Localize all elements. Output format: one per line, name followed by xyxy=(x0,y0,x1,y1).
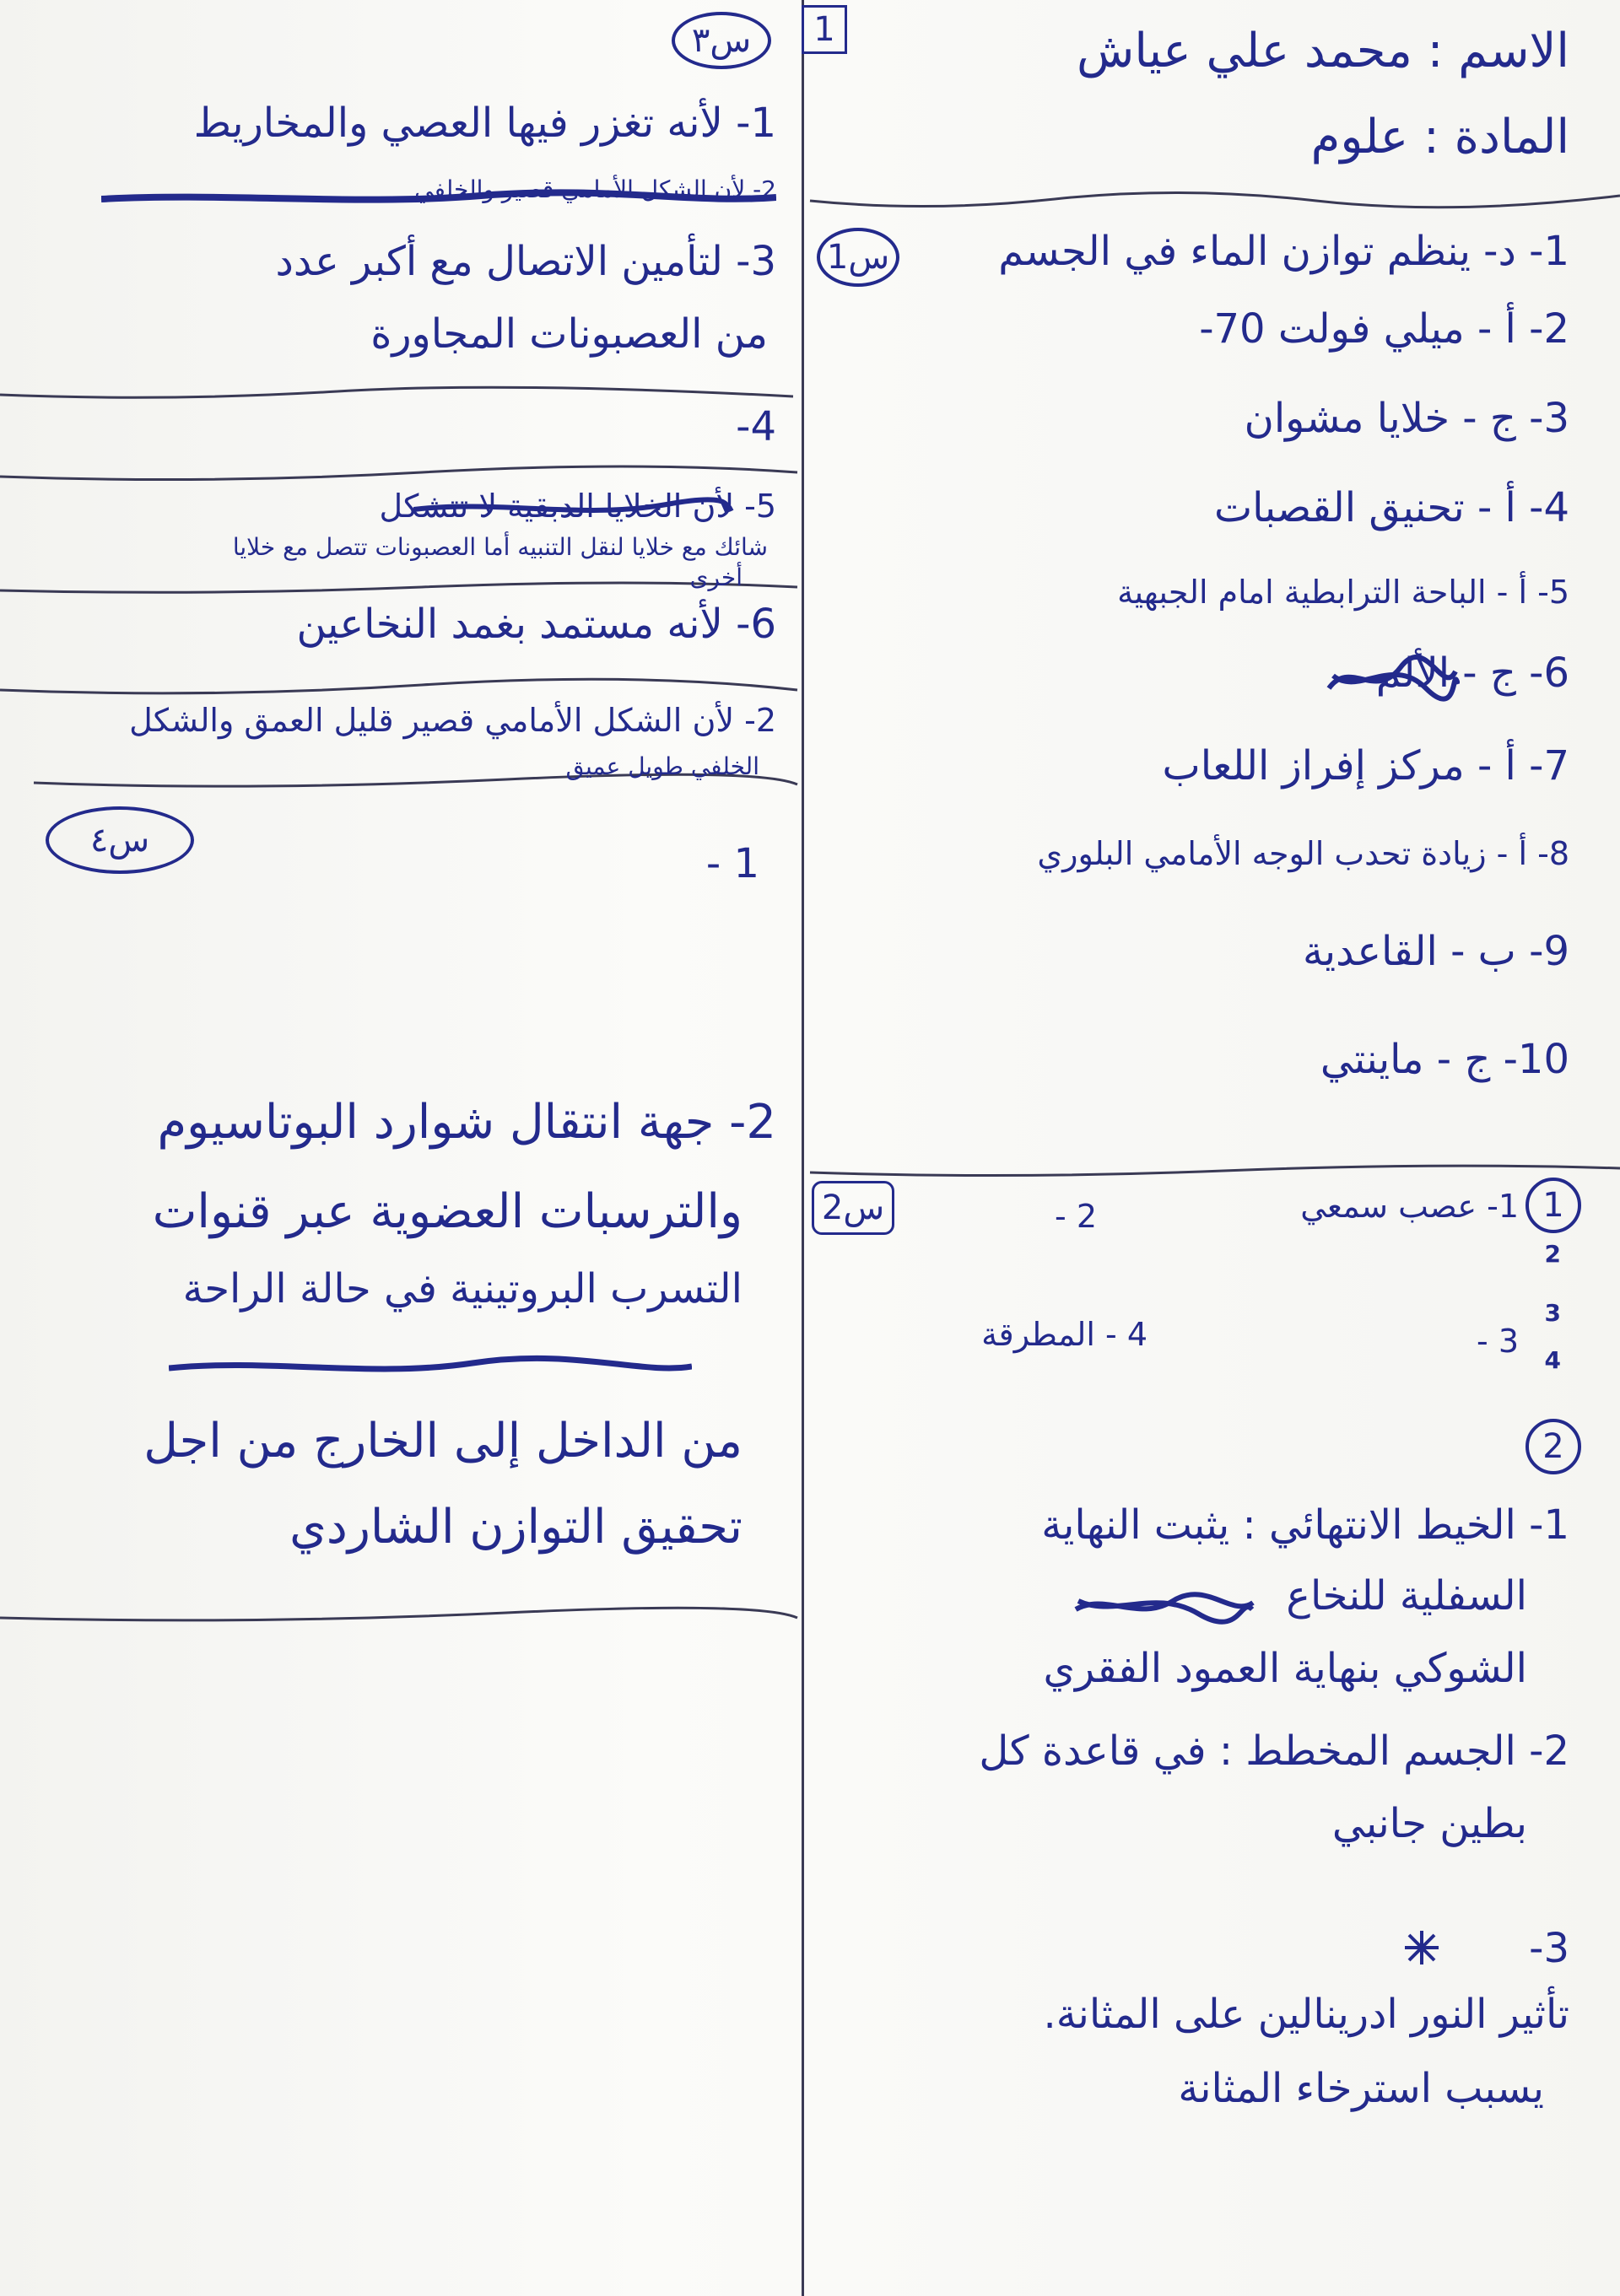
subject-line: المادة : علوم xyxy=(1310,110,1569,164)
crossed-out-text-2 xyxy=(1072,1584,1257,1626)
q2-sub1-item-2: 2 - xyxy=(1055,1198,1097,1235)
q1-answer-1: 1- د- ينظم توازن الماء في الجسم xyxy=(998,228,1569,275)
question-1-marker-text: س1 xyxy=(826,238,890,277)
q3-answer-3: 3- لتأمين الاتصال مع أكبر عدد xyxy=(275,238,776,285)
q4-answer-1: 1 - xyxy=(705,840,759,887)
question-3-marker-text: س٣ xyxy=(691,21,752,60)
crossed-out-answer-5 xyxy=(413,493,734,526)
q3-answer-2: 2- لأن الشكل الأمامي قصير والخلفي xyxy=(414,175,776,203)
page-number-box xyxy=(802,5,847,54)
q1-answer-5: 5- أ - الباحة الترابطية امام الجبهية xyxy=(1117,574,1569,611)
q4-answer-2b: والترسبات العضوية عبر قنوات xyxy=(152,1184,742,1239)
q3-answer-5: 5- لأن الخلايا الدبقية لا تتشكل xyxy=(379,488,776,525)
q1-answer-9: 9- ب - القاعدية xyxy=(1303,928,1569,975)
q2-side-num-3: 3 xyxy=(1544,1299,1561,1327)
q3-answer-5c: أخرى xyxy=(689,563,742,591)
section-2-circle xyxy=(1526,1419,1581,1474)
q1-answer-10: 10- ج - ماينتي xyxy=(1320,1036,1569,1083)
q4-answer-2c: التسرب البروتينية في حالة الراحة xyxy=(182,1265,742,1312)
q2-sub2-line-2: السفلية للنخاع xyxy=(1286,1572,1527,1620)
section-1-number: 1 xyxy=(1542,1186,1564,1225)
crossed-out-answer-2 xyxy=(101,175,776,218)
q1-answer-8: 8- أ - زيادة تحدب الوجه الأمامي البلوري xyxy=(1037,835,1569,872)
page-number: 1 xyxy=(813,10,835,49)
q3-answer-1: 1- لأنه تغزر فيها العصي والمخاريط xyxy=(193,100,776,147)
q3-answer-3b: من العصبونات المجاورة xyxy=(370,310,768,358)
q3-answer-7: 2- لأن الشكل الأمامي قصير قليل العمق والشكل xyxy=(129,702,776,739)
q4-answer-2: 2- جهة انتقال شوارد البوتاسيوم xyxy=(157,1095,776,1150)
crossed-out-text xyxy=(1325,655,1460,705)
q4-answer-2d: من الداخل إلى الخارج من اجل xyxy=(143,1414,742,1469)
q3-answer-4: 4- xyxy=(736,403,776,450)
q1-answer-3: 3- ج - خلايا مشوان xyxy=(1244,395,1569,442)
q2-sub1-item-3: 3 - xyxy=(1477,1323,1519,1360)
q1-answer-6: 6- ج - الألم xyxy=(1375,649,1569,697)
q2-sub2-line-3: الشوكي بنهاية العمود الفقري xyxy=(1043,1645,1527,1692)
section-1-circle xyxy=(1526,1178,1581,1233)
q2-side-num-4: 4 xyxy=(1544,1346,1561,1374)
section-2-number: 2 xyxy=(1542,1427,1564,1466)
small-scribble xyxy=(1401,1927,1443,1969)
q4-answer-2e: تحقيق التوازن الشاردي xyxy=(289,1500,742,1555)
q1-answer-7: 7- أ - مركز إفراز اللعاب xyxy=(1162,742,1569,790)
q2-sub2-line-5: بطين جانبي xyxy=(1331,1800,1527,1847)
q1-answer-2: 2- أ - ميلي فولت 70- xyxy=(1199,305,1569,353)
q2-sub2-line-4: 2- الجسم المخطط : في قاعدة كل xyxy=(979,1727,1569,1775)
q2-sub1-item-1: 1- عصب سمعي xyxy=(1300,1188,1519,1225)
q2-sub2-line-7: تأثير النور ادرينالين على المثانة. xyxy=(1043,1991,1569,2038)
q2-sub2-line-8: يسبب استرخاء المثانة xyxy=(1178,2065,1544,2112)
q3-answer-7b: الخلفي طويل عميق xyxy=(565,752,759,780)
crossed-out-answer-q4 xyxy=(169,1346,692,1388)
student-name: الاسم : محمد علي عياش xyxy=(1076,24,1569,78)
q2-side-num-2: 2 xyxy=(1544,1240,1561,1268)
question-2-marker-text: س2 xyxy=(821,1188,885,1227)
q3-answer-5b: شائك مع خلايا لنقل التنبيه أما العصبونات تتصل مع خلايا xyxy=(232,533,768,561)
question-4-marker-text: س٤ xyxy=(89,821,150,860)
question-2-marker xyxy=(812,1181,894,1235)
q3-answer-6: 6- لأنه مستمد بغمد النخاعين xyxy=(296,601,776,648)
q2-sub2-line-1: 1- الخيط الانتهائي : يثبت النهاية xyxy=(1041,1501,1569,1549)
q1-answer-4: 4- أ - تحنيق القصبات xyxy=(1213,484,1569,531)
question-3-marker xyxy=(672,12,771,69)
q2-sub1-item-4: 4 - المطرقة xyxy=(981,1316,1148,1353)
question-1-marker xyxy=(817,228,899,287)
question-4-marker xyxy=(46,806,194,874)
q2-sub2-line-6: 3- xyxy=(1529,1925,1569,1972)
